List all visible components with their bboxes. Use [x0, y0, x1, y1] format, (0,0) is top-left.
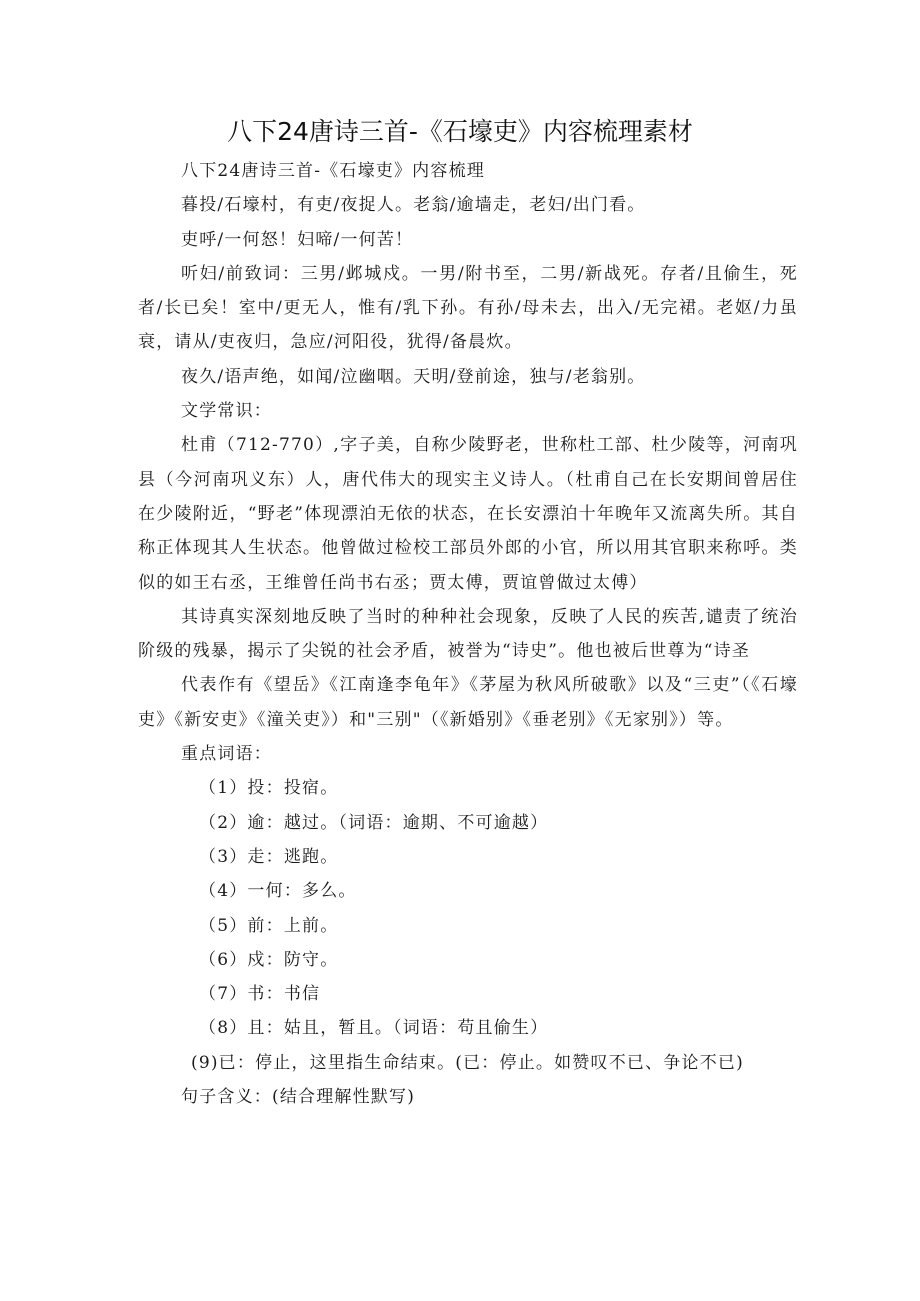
document-title: 八下24唐诗三首-《石壕吏》内容梳理素材 — [227, 117, 693, 146]
literary-paragraph: 杜甫（712-770）,字子美，自称少陵野老，世称杜工部、杜少陵等，河南巩县（今河南巩义东）人，唐代伟大的现实主义诗人。（杜甫自己在长安期间曾居住在少陵附近，“野老”体现漂泊无依的状态，在长安漂泊十年晚年又流离失所。其自称正体现其人生状态。他曾做过检校工部员外郎的小官，所以用其官职来称呼。类似的如王右丞，王维曾任尚书右丞；贾太傅，贾谊曾做过太傅） — [138, 435, 798, 593]
subtitle: 八下24唐诗三首-《石壕吏》内容梳理 — [181, 161, 485, 181]
vocab-item: (9)已：停止，这里指生命结束。(已：停止。如赞叹不已、争论不已) — [191, 1052, 744, 1073]
vocab-item: （4）一何：多么。 — [199, 881, 357, 902]
poem-line: 吏呼/一何怒！妇啼/一何苦！ — [181, 229, 414, 250]
literary-paragraph: 其诗真实深刻地反映了当时的种种社会现象，反映了人民的疾苦,谴责了统治阶级的残暴，揭示了尖锐的社会矛盾，被誉为“诗史”。他也被后世尊为“诗圣 — [138, 606, 798, 662]
sentence-heading: 句子含义：(结合理解性默写) — [181, 1087, 416, 1108]
vocab-item: （3）走：逃跑。 — [199, 846, 339, 867]
poem-line: 夜久/语声绝，如闻/泣幽咽。天明/登前途，独与/老翁别。 — [181, 366, 646, 387]
literary-heading: 文学常识： — [181, 401, 272, 422]
poem-line: 暮投/石壕村，有吏/夜捉人。老翁/逾墙走，老妇/出门看。 — [181, 195, 646, 216]
vocab-item: （6）戍：防守。 — [199, 949, 339, 970]
vocab-item: （8）且：姑且，暂且。（词语：苟且偷生） — [199, 1018, 549, 1039]
literary-paragraph: 代表作有《望岳》《江南逢李龟年》《茅屋为秋风所破歌》以及“三吏”（《石壕吏》《新安吏》《潼关吏》）和"三别"（《新婚别》《垂老别》《无家别》）等。 — [138, 675, 798, 730]
vocab-item: （7）书：书信 — [199, 984, 321, 1005]
vocab-item: （2）逾：越过。（词语：逾期、不可逾越） — [199, 812, 549, 833]
vocab-item: （5）前：上前。 — [199, 915, 339, 936]
vocab-heading: 重点词语： — [181, 744, 272, 765]
poem-line: 听妇/前致词：三男/邺城戍。一男/附书至，二男/新战死。存者/且偷生，死者/长已矣！室中/更无人，惟有/乳下孙。有孙/母未去，出入/无完裙。老妪/力虽衰，请从/吏夜归，急应/河阳役，犹得/备晨炊。 — [138, 263, 798, 353]
document-body — [138, 154, 798, 1114]
vocab-item: （1）投：投宿。 — [199, 778, 339, 799]
